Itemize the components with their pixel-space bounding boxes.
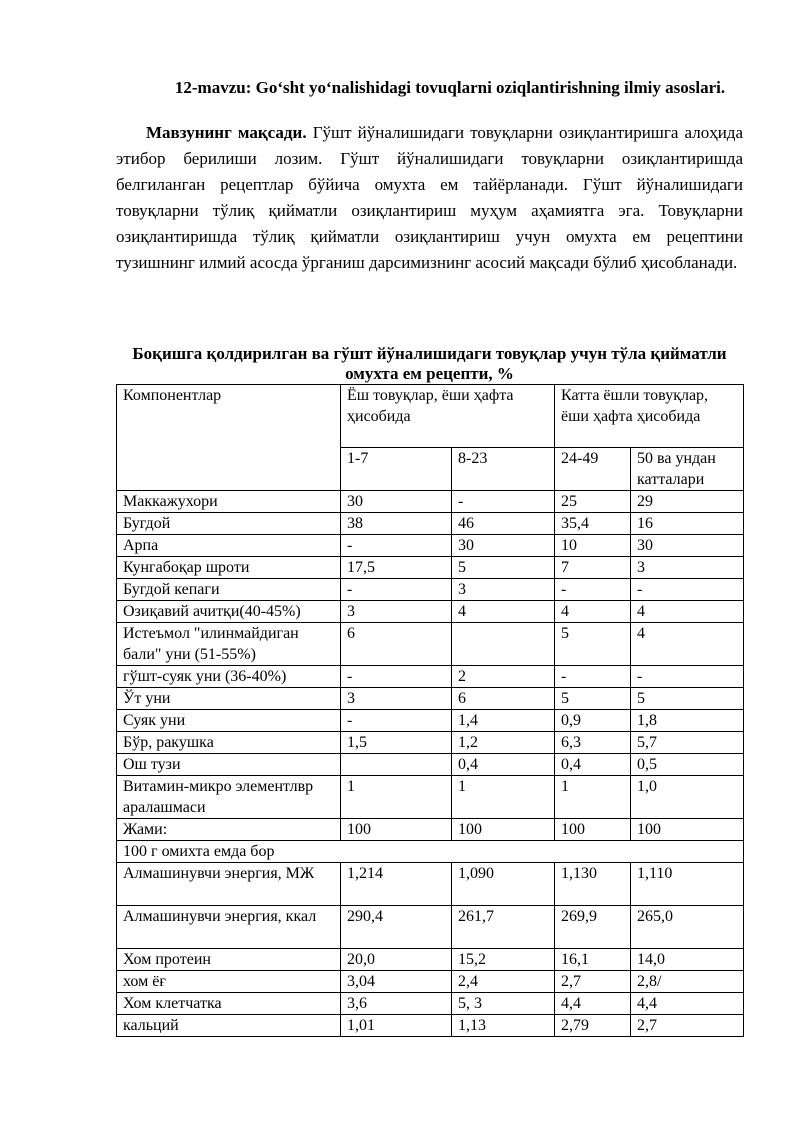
table-caption: Боқишга қолдирилган ва гўшт йўналишидаги товуқлар учун тўла қийматли омухта ем рецепти, % xyxy=(132,344,727,383)
row-value: 0,4 xyxy=(555,754,631,776)
row-value: 4,4 xyxy=(555,993,631,1015)
row-value: - xyxy=(555,666,631,688)
row-value: 2,7 xyxy=(555,971,631,993)
row-label: Бугдой xyxy=(117,513,341,535)
header-adult-group: Катта ёшли товуқлар, ёши ҳафта ҳисобида xyxy=(555,385,744,448)
row-value: 1,110 xyxy=(631,863,744,906)
row-value: 16 xyxy=(631,513,744,535)
table-row xyxy=(117,623,744,666)
row-value: 1,130 xyxy=(555,863,631,906)
table-row xyxy=(117,1015,744,1037)
row-value: 30 xyxy=(341,491,452,513)
row-value: 38 xyxy=(341,513,452,535)
row-value: - xyxy=(631,666,744,688)
row-value: 3 xyxy=(452,579,555,601)
row-value: 265,0 xyxy=(631,906,744,949)
table-row xyxy=(117,863,744,906)
row-label: Хом протеин xyxy=(117,949,341,971)
row-value: 17,5 xyxy=(341,557,452,579)
row-value: 14,0 xyxy=(631,949,744,971)
row-label: Алмашинувчи энергия, ккал xyxy=(117,906,341,949)
row-value: 6 xyxy=(341,623,452,666)
row-value: - xyxy=(341,535,452,557)
table-row xyxy=(117,819,744,841)
row-value: 1 xyxy=(452,776,555,819)
row-value: 2,8/ xyxy=(631,971,744,993)
row-label: гўшт-суяк уни (36-40%) xyxy=(117,666,341,688)
table-row xyxy=(117,601,744,623)
table-row xyxy=(117,688,744,710)
row-value: - xyxy=(341,666,452,688)
row-value: 20,0 xyxy=(341,949,452,971)
table-row xyxy=(117,754,744,776)
table-row xyxy=(117,579,744,601)
row-value: 4 xyxy=(452,601,555,623)
header-week-1-7: 1-7 xyxy=(341,448,452,491)
table-row xyxy=(117,513,744,535)
row-value: 3,04 xyxy=(341,971,452,993)
table-row xyxy=(117,710,744,732)
row-value: 15,2 xyxy=(452,949,555,971)
row-label: Озиқавий ачитқи(40-45%) xyxy=(117,601,341,623)
row-value: 7 xyxy=(555,557,631,579)
table-row xyxy=(117,776,744,819)
row-value: 5,7 xyxy=(631,732,744,754)
row-label: Арпа xyxy=(117,535,341,557)
row-label: Бугдой кепаги xyxy=(117,579,341,601)
row-value: 6 xyxy=(452,688,555,710)
row-value: 1,01 xyxy=(341,1015,452,1037)
row-value: 3 xyxy=(341,601,452,623)
table-row xyxy=(117,949,744,971)
table-row xyxy=(117,535,744,557)
header-young-group: Ёш товуқлар, ёши ҳафта ҳисобида xyxy=(341,385,555,448)
row-label: Бўр, ракушка xyxy=(117,732,341,754)
row-value: 35,4 xyxy=(555,513,631,535)
row-value: 3 xyxy=(341,688,452,710)
section-row xyxy=(117,841,744,863)
row-label: Хом клетчатка xyxy=(117,993,341,1015)
table-row xyxy=(117,906,744,949)
row-value: 100 xyxy=(631,819,744,841)
row-value: 1,214 xyxy=(341,863,452,906)
intro-paragraph xyxy=(116,120,743,276)
row-value: 1,5 xyxy=(341,732,452,754)
row-value: 1 xyxy=(555,776,631,819)
row-value: 0,4 xyxy=(452,754,555,776)
row-value: 1,13 xyxy=(452,1015,555,1037)
table-row xyxy=(117,666,744,688)
row-label: Истеъмол "илинмайдиган бали" уни (51-55%) xyxy=(117,623,341,666)
row-label: Алмашинувчи энергия, МЖ xyxy=(117,863,341,906)
table-row xyxy=(117,993,744,1015)
row-value: 6,3 xyxy=(555,732,631,754)
row-value: 290,4 xyxy=(341,906,452,949)
row-value: 1,4 xyxy=(452,710,555,732)
row-label: хом ёғ xyxy=(117,971,341,993)
row-value: 100 xyxy=(452,819,555,841)
row-value: 0,5 xyxy=(631,754,744,776)
row-label: Жами: xyxy=(117,819,341,841)
row-value: - xyxy=(341,579,452,601)
table-row xyxy=(117,732,744,754)
header-component: Компонентлар xyxy=(117,385,341,491)
row-value: 100 xyxy=(341,819,452,841)
row-value: 1,090 xyxy=(452,863,555,906)
row-value: 5, 3 xyxy=(452,993,555,1015)
row-label: Маккажухори xyxy=(117,491,341,513)
row-value xyxy=(452,623,555,666)
row-value: 261,7 xyxy=(452,906,555,949)
row-value: 16,1 xyxy=(555,949,631,971)
header-week-8-23: 8-23 xyxy=(452,448,555,491)
row-value: 100 xyxy=(555,819,631,841)
row-value: 10 xyxy=(555,535,631,557)
table-header-row xyxy=(117,385,744,448)
row-value: 1,0 xyxy=(631,776,744,819)
table-row xyxy=(117,491,744,513)
row-value: 29 xyxy=(631,491,744,513)
row-value: 4 xyxy=(555,601,631,623)
row-value: 4,4 xyxy=(631,993,744,1015)
row-value: - xyxy=(631,579,744,601)
row-value: 1 xyxy=(341,776,452,819)
row-value: 1,2 xyxy=(452,732,555,754)
row-label: Кунгабоқар шроти xyxy=(117,557,341,579)
row-value: 5 xyxy=(452,557,555,579)
row-value: - xyxy=(341,710,452,732)
feed-recipe-table xyxy=(116,384,744,1037)
table-row xyxy=(117,557,744,579)
row-value: 25 xyxy=(555,491,631,513)
row-label: Витамин-микро элементлвр аралашмаси xyxy=(117,776,341,819)
row-value: 5 xyxy=(555,623,631,666)
row-value: 2,7 xyxy=(631,1015,744,1037)
row-value: 0,9 xyxy=(555,710,631,732)
row-value: - xyxy=(555,579,631,601)
row-value: 2 xyxy=(452,666,555,688)
row-label: Суяк уни xyxy=(117,710,341,732)
row-value: 3 xyxy=(631,557,744,579)
row-value: 3,6 xyxy=(341,993,452,1015)
row-value: 46 xyxy=(452,513,555,535)
row-value: 30 xyxy=(631,535,744,557)
row-label: кальций xyxy=(117,1015,341,1037)
row-value: 1,8 xyxy=(631,710,744,732)
document-title: 12-mavzu: Go‘sht yo‘nalishidagi tovuqlarni oziqlantirishning ilmiy asoslari. xyxy=(174,78,726,97)
intro-lead: Мавзунинг мақсади. xyxy=(146,123,307,142)
row-value: 2,79 xyxy=(555,1015,631,1037)
row-value: 2,4 xyxy=(452,971,555,993)
row-value: 269,9 xyxy=(555,906,631,949)
header-week-24-49: 24-49 xyxy=(555,448,631,491)
row-value: 4 xyxy=(631,623,744,666)
row-value: 5 xyxy=(631,688,744,710)
table-row xyxy=(117,971,744,993)
section-label: 100 г омихта емда бор xyxy=(117,841,744,863)
intro-text: Гўшт йўналишидаги товуқларни озиқлантиришга алоҳида этибор берилиши лозим. Гўшт йўналишидаги товуқларни озиқлантиришда белгиланган рецептлар бўйича омухта ем тайёрланади. Гўшт йўналишидаги товуқларни тўлиқ қийматли озиқлантириш муҳум аҳамиятга эга. Товуқларни озиқлантиришда тўлиқ қийматли озиқлантириш учун омухта ем рецептини тузишнинг илмий асосда ўрганиш дарсимизнинг асосий мақсади бўлиб ҳисобланади. xyxy=(116,123,744,272)
row-label: Ўт уни xyxy=(117,688,341,710)
row-value: 4 xyxy=(631,601,744,623)
header-week-50-plus: 50 ва ундан катталари xyxy=(631,448,744,491)
row-label: Ош тузи xyxy=(117,754,341,776)
row-value xyxy=(341,754,452,776)
row-value: 5 xyxy=(555,688,631,710)
row-value: - xyxy=(452,491,555,513)
row-value: 30 xyxy=(452,535,555,557)
